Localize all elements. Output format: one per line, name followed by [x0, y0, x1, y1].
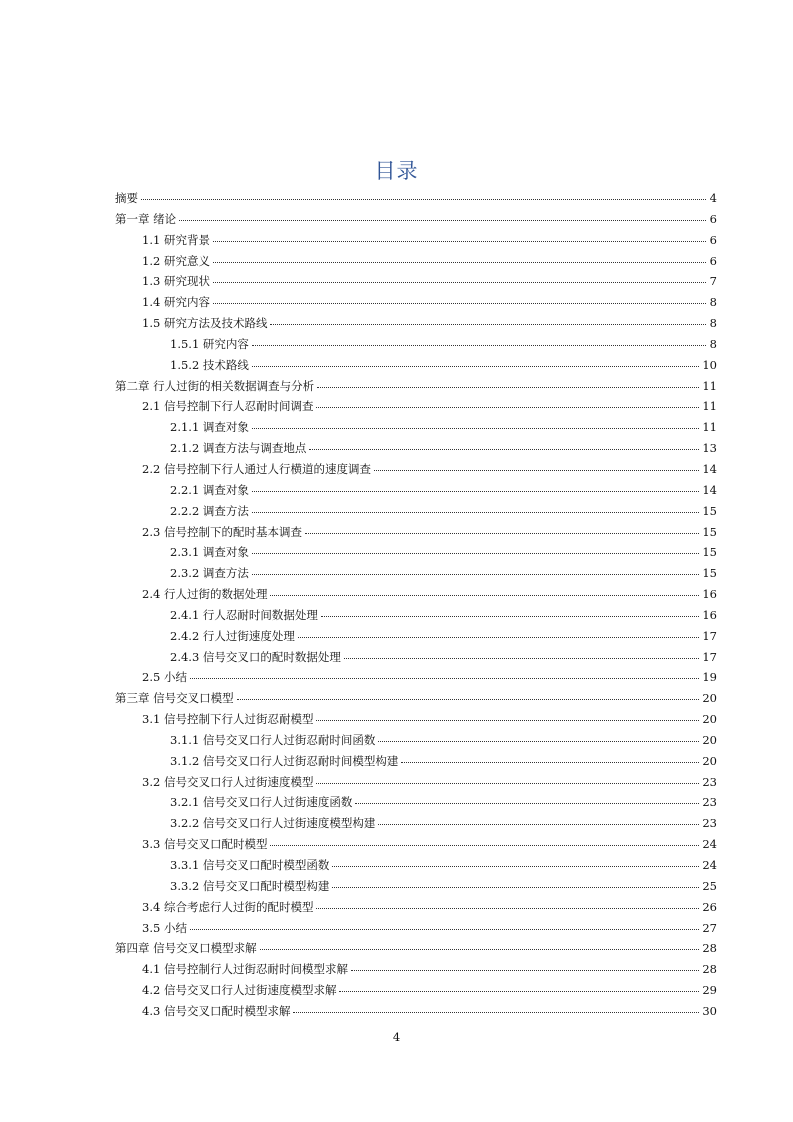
toc-entry-label: 3.5 小结 [142, 920, 187, 935]
toc-entry[interactable] [115, 522, 717, 543]
toc-entry[interactable] [115, 188, 717, 209]
toc-entry-page: 23 [702, 774, 717, 789]
dot-leader [317, 386, 699, 388]
toc-entry-page: 15 [702, 503, 717, 518]
toc-entry-page: 20 [702, 712, 717, 727]
toc-entry[interactable] [115, 626, 717, 647]
toc-entry-label: 2.1.2 调查方法与调查地点 [170, 441, 307, 456]
toc-entry-page: 23 [702, 816, 717, 831]
toc-entry[interactable] [115, 855, 717, 876]
dot-leader [213, 281, 706, 283]
toc-entry[interactable] [115, 313, 717, 334]
dot-leader [378, 740, 699, 742]
toc-entry-page: 10 [702, 357, 717, 372]
toc-entry-label: 2.3.2 调查方法 [170, 566, 249, 581]
toc-entry-label: 3.4 综合考虑行人过街的配时模型 [142, 899, 314, 914]
toc-entry-page: 15 [702, 545, 717, 560]
toc-entry[interactable] [115, 792, 717, 813]
toc-entry-label: 1.3 研究现状 [142, 274, 210, 289]
toc-entry-page: 15 [702, 524, 717, 539]
toc-entry[interactable] [115, 480, 717, 501]
toc-entry-label: 4.3 信号交叉口配时模型求解 [142, 1003, 291, 1018]
dot-leader [213, 261, 706, 263]
toc-entry-label: 摘要 [115, 191, 138, 205]
toc-entry-label: 1.2 研究意义 [142, 253, 210, 268]
toc-entry-label: 2.4 行人过街的数据处理 [142, 587, 268, 602]
toc-entry-page: 6 [709, 232, 717, 247]
toc-entry[interactable] [115, 271, 717, 292]
toc-entry-page: 19 [702, 670, 717, 685]
toc-entry[interactable] [115, 334, 717, 355]
toc-entry-page: 7 [709, 274, 717, 289]
toc-entry-label: 1.5 研究方法及技术路线 [142, 316, 268, 331]
dot-leader [309, 448, 699, 450]
dot-leader [252, 511, 699, 513]
dot-leader [270, 594, 699, 596]
dot-leader [190, 928, 699, 930]
toc-entry-label: 3.1.2 信号交叉口行人过街忍耐时间模型构建 [170, 753, 399, 768]
dot-leader [401, 761, 699, 763]
toc-entry-page: 15 [702, 566, 717, 581]
toc-entry-label: 2.2.2 调查方法 [170, 503, 249, 518]
toc-entry[interactable] [115, 897, 717, 918]
toc-entry-page: 20 [702, 732, 717, 747]
toc-entry-page: 17 [702, 649, 717, 664]
dot-leader [213, 240, 706, 242]
toc-entry-page: 6 [709, 211, 717, 226]
dot-leader [252, 552, 699, 554]
toc-entry-page: 14 [702, 461, 717, 476]
dot-leader [252, 344, 706, 346]
toc-entry-label: 第四章 信号交叉口模型求解 [115, 941, 257, 956]
toc-entry[interactable] [115, 938, 717, 959]
toc-entry-page: 14 [702, 482, 717, 497]
dot-leader [316, 406, 699, 408]
toc-entry-page: 8 [709, 295, 717, 310]
toc-entry[interactable] [115, 438, 717, 459]
toc-entry-label: 2.4.1 行人忍耐时间数据处理 [170, 607, 318, 622]
toc-entry-label: 3.2 信号交叉口行人过街速度模型 [142, 774, 314, 789]
toc-entry-page: 28 [702, 962, 717, 977]
toc-entry[interactable] [115, 605, 717, 626]
toc-entry[interactable] [115, 688, 717, 709]
toc-entry-label: 第三章 信号交叉口模型 [115, 691, 234, 706]
toc-entry-label: 2.2 信号控制下行人通过人行横道的速度调查 [142, 461, 371, 476]
toc-entry-label: 4.2 信号交叉口行人过街速度模型求解 [142, 983, 337, 998]
toc-entry-label: 3.1 信号控制下行人过街忍耐模型 [142, 712, 314, 727]
toc-entry[interactable] [115, 876, 717, 897]
dot-leader [316, 719, 699, 721]
toc-entry[interactable] [115, 751, 717, 772]
toc-entry[interactable] [115, 959, 717, 980]
toc-entry[interactable] [115, 834, 717, 855]
toc-entry[interactable] [115, 813, 717, 834]
toc-entry[interactable] [115, 980, 717, 1001]
toc-entry[interactable] [115, 563, 717, 584]
dot-leader [179, 219, 706, 221]
toc-entry-page: 26 [702, 899, 717, 914]
toc-entry-label: 2.4.3 信号交叉口的配时数据处理 [170, 649, 341, 664]
dot-leader [305, 532, 699, 534]
toc-entry-page: 20 [702, 753, 717, 768]
toc-entry-page: 25 [702, 878, 717, 893]
dot-leader [351, 969, 699, 971]
toc-entry[interactable] [115, 251, 717, 272]
toc-title: 目录 [374, 159, 419, 183]
toc-entry-label: 1.4 研究内容 [142, 295, 210, 310]
toc-entry-label: 2.2.1 调查对象 [170, 482, 249, 497]
dot-leader [332, 865, 699, 867]
dot-leader [260, 948, 700, 950]
toc-entry-label: 2.5 小结 [142, 670, 187, 685]
toc-entry[interactable] [115, 918, 717, 939]
dot-leader [237, 698, 700, 700]
toc-entry-page: 24 [702, 858, 717, 872]
toc-entry[interactable] [115, 772, 717, 793]
dot-leader [293, 1011, 699, 1013]
toc-entry-label: 2.1.1 调查对象 [170, 420, 249, 435]
toc-entry[interactable] [115, 501, 717, 522]
toc-entry-page: 23 [702, 795, 717, 810]
dot-leader [298, 636, 699, 638]
dot-leader [355, 802, 699, 804]
toc-entry[interactable] [115, 417, 717, 438]
page-number: 4 [392, 1030, 401, 1044]
toc-entry[interactable] [115, 709, 717, 730]
toc-entry-page: 16 [702, 607, 717, 622]
dot-leader [252, 427, 699, 429]
toc-entry-page: 8 [709, 316, 717, 331]
toc-entry-label: 3.1.1 信号交叉口行人过街忍耐时间函数 [170, 732, 376, 747]
dot-leader [252, 573, 699, 575]
toc-entry[interactable] [115, 584, 717, 605]
toc-entry-page: 11 [702, 420, 717, 435]
dot-leader [213, 302, 706, 304]
toc-entry-label: 2.3.1 调查对象 [170, 545, 249, 560]
toc-entry-page: 16 [702, 587, 717, 602]
toc-entry-page: 17 [702, 628, 717, 643]
toc-entry-page: 6 [709, 253, 717, 268]
toc-entry-label: 2.4.2 行人过街速度处理 [170, 628, 295, 643]
dot-leader [270, 323, 706, 325]
toc-entry[interactable] [115, 355, 717, 376]
toc-entry-label: 1.5.2 技术路线 [170, 357, 249, 372]
dot-leader [321, 615, 699, 617]
toc-entry-page: 11 [702, 399, 717, 414]
toc-entry-page: 30 [702, 1003, 717, 1018]
toc-entry-label: 4.1 信号控制行人过街忍耐时间模型求解 [142, 962, 348, 977]
toc-entry[interactable] [115, 230, 717, 251]
toc-entry-label: 3.2.2 信号交叉口行人过街速度模型构建 [170, 816, 376, 831]
toc-entry-label: 3.3.1 信号交叉口配时模型函数 [170, 858, 330, 872]
dot-leader [270, 844, 699, 846]
dot-leader [344, 657, 699, 659]
toc-entry-page: 28 [702, 941, 717, 956]
dot-leader [316, 782, 699, 784]
toc-entry-label: 第二章 行人过街的相关数据调查与分析 [115, 378, 315, 393]
toc-entry-label: 3.2.1 信号交叉口行人过街速度函数 [170, 795, 353, 810]
toc-entry[interactable] [115, 1001, 717, 1022]
toc-entry-label: 3.3.2 信号交叉口配时模型构建 [170, 878, 330, 893]
toc-entry-page: 11 [702, 378, 717, 393]
toc-entry[interactable] [115, 647, 717, 668]
toc-entry-label: 3.3 信号交叉口配时模型 [142, 837, 268, 852]
dot-leader [252, 490, 699, 492]
toc-entry[interactable] [115, 730, 717, 751]
toc-entry[interactable] [115, 396, 717, 417]
toc-entry-page: 24 [702, 837, 717, 852]
toc-entry-page: 27 [702, 920, 717, 935]
toc-entry[interactable] [115, 376, 717, 397]
dot-leader [316, 907, 699, 909]
dot-leader [339, 990, 699, 992]
dot-leader [332, 886, 699, 888]
dot-leader [378, 823, 699, 825]
toc-entry[interactable] [115, 542, 717, 563]
dot-leader [141, 198, 706, 200]
toc-entry-label: 1.5.1 研究内容 [170, 336, 249, 351]
toc-entry[interactable] [115, 292, 717, 313]
toc-entry-page: 13 [702, 441, 717, 456]
toc-entry-page: 29 [702, 983, 717, 998]
toc-entry-label: 第一章 绪论 [115, 211, 177, 226]
toc-entry[interactable] [115, 667, 717, 688]
toc-entry[interactable] [115, 459, 717, 480]
toc-entry-label: 1.1 研究背景 [142, 232, 210, 247]
table-of-contents [115, 188, 717, 1022]
toc-entry-page: 4 [709, 191, 717, 205]
toc-entry-label: 2.1 信号控制下行人忍耐时间调查 [142, 399, 314, 414]
dot-leader [190, 677, 699, 679]
toc-entry[interactable] [115, 209, 717, 230]
toc-entry-page: 20 [702, 691, 717, 706]
dot-leader [374, 469, 699, 471]
toc-entry-page: 8 [709, 336, 717, 351]
toc-entry-label: 2.3 信号控制下的配时基本调查 [142, 524, 302, 539]
dot-leader [252, 365, 699, 367]
